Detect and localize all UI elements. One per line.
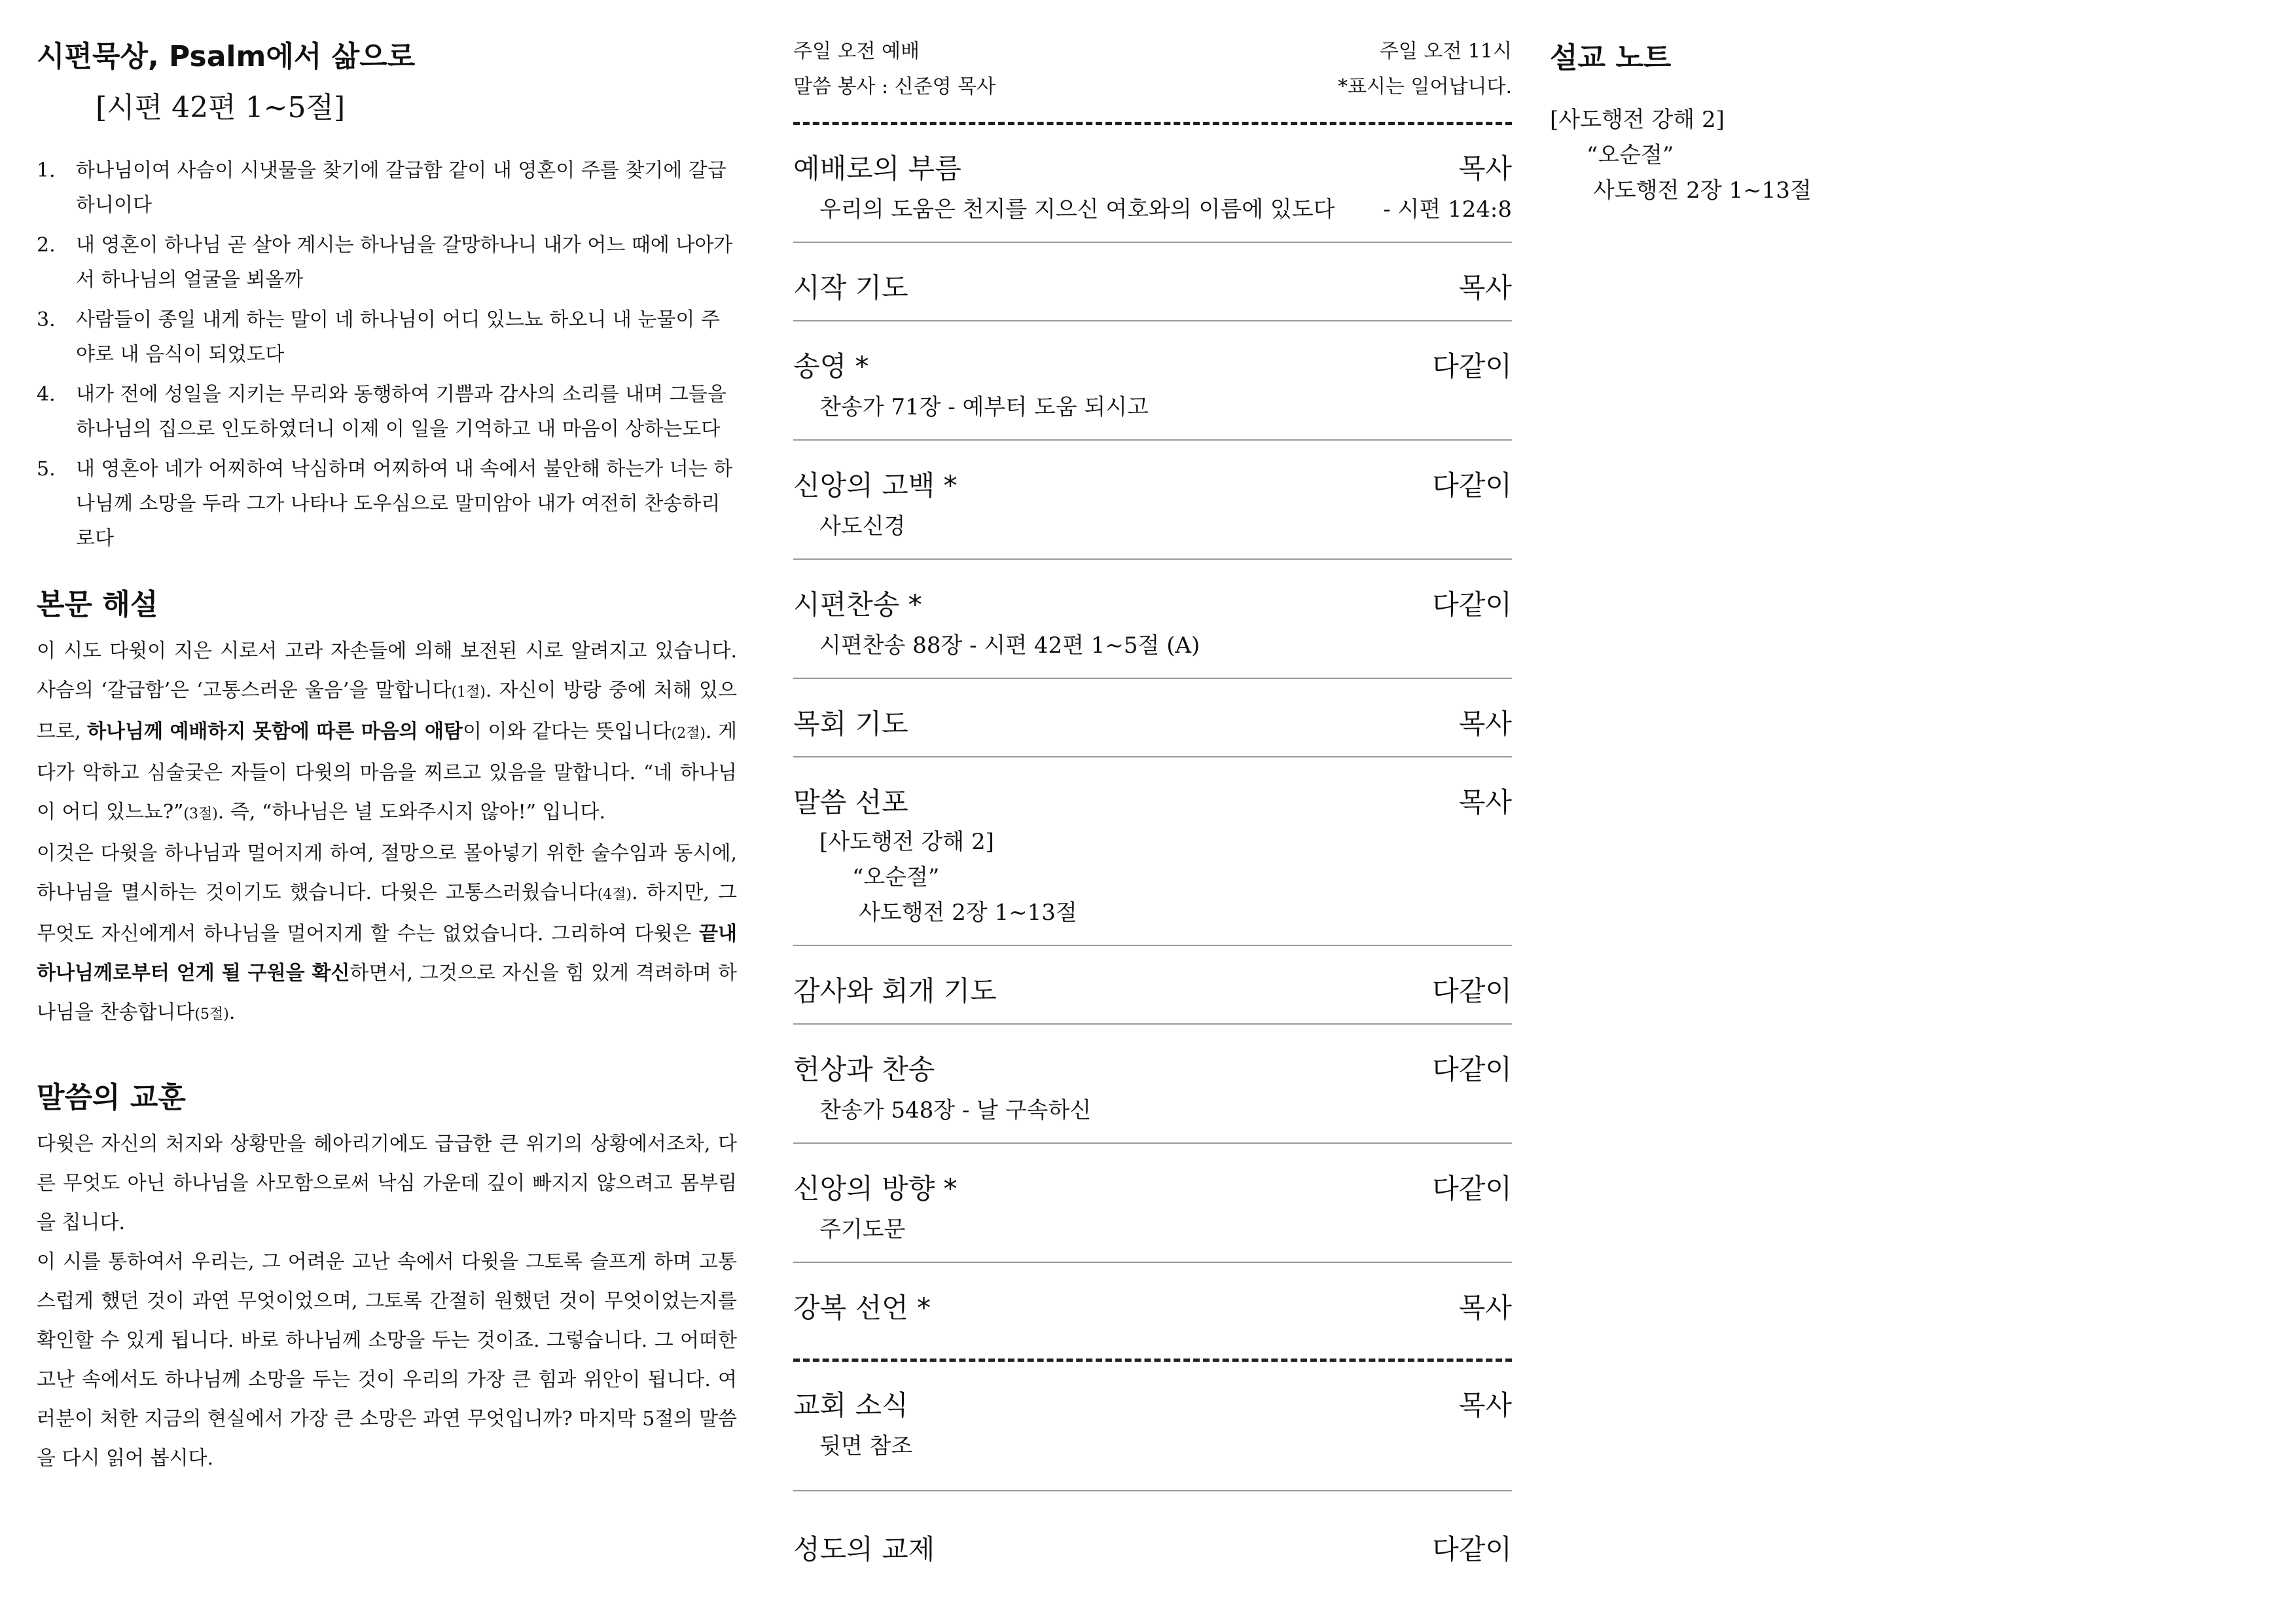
verse-item: 5. 내 영혼아 네가 어찌하여 낙심하며 어찌하여 내 속에서 불안해 하는가 너는 하나님께 소망을 두라 그가 나타나 도우심으로 말미암아 내가 여전히 찬송하리로다 (37, 452, 737, 556)
verse-text: 내 영혼아 네가 어찌하여 낙심하며 어찌하여 내 속에서 불안해 하는가 너는 하나님께 소망을 두라 그가 나타나 도우심으로 말미암아 내가 여전히 찬송하리로다 (76, 458, 733, 550)
liturgy-item-leader: 목사 (1458, 1292, 1512, 1324)
dashed-divider (793, 1359, 1512, 1362)
liturgy-item-leader: 다같이 (1432, 469, 1512, 501)
liturgy-item (793, 578, 1512, 679)
standing-note: *표시는 일어납니다. (1338, 75, 1512, 98)
liturgy-item-detail: 사도신경 (819, 513, 906, 539)
liturgy-item-detail: 찬송가 71장 - 예부터 도움 되시고 (819, 394, 1149, 420)
verse-text: 하나님이여 사슴이 시냇물을 찾기에 갈급함 같이 내 영혼이 주를 찾기에 갈급하니이다 (76, 159, 726, 217)
liturgy-item-detail: 찬송가 548장 - 날 구속하신 (819, 1097, 1092, 1123)
sermon-series: [사도행전 강해 2] (819, 829, 994, 855)
exposition-emphasis-1: 하나님께 예배하지 못함에 따른 마음의 애탐 (87, 720, 463, 743)
verse-item: 2. 내 영혼이 하나님 곧 살아 계시는 하나님을 갈망하나니 내가 어느 때에 나아가서 하나님의 얼굴을 뵈올까 (37, 228, 737, 297)
liturgy-item-leader: 다같이 (1432, 350, 1512, 382)
liturgy-item-leader: 다같이 (1432, 1173, 1512, 1205)
meditation-passage: [시편 42편 1~5절] (96, 91, 346, 124)
sermon-notes-heading: 설교 노트 (1550, 41, 1672, 75)
liturgy-item (793, 1281, 1512, 1340)
liturgy-item (793, 1379, 1512, 1491)
liturgy-item-name: 성도의 교제 (793, 1533, 935, 1565)
verse-text: 사람들이 종일 내게 하는 말이 네 하나님이 어디 있느뇨 하오니 내 눈물이 주야로 내 음식이 되었도다 (76, 308, 720, 366)
sermon-title: “오순절” (852, 864, 940, 890)
liturgy-item-name: 신앙의 고백 * (793, 469, 958, 501)
liturgy-item-detail: 뒷면 참조 (819, 1433, 913, 1459)
liturgy-item (793, 142, 1512, 243)
after-service-list (793, 1379, 1512, 1582)
liturgy-item-detail: 주기도문 (819, 1216, 906, 1243)
liturgy-item (793, 340, 1512, 441)
liturgy-item-name: 예배로의 부름 (793, 153, 961, 185)
liturgy-item (793, 964, 1512, 1025)
liturgy-item-name: 목회 기도 (793, 708, 908, 740)
verse-list (37, 153, 737, 556)
liturgy-item (793, 697, 1512, 757)
preacher: 말씀 봉사 : 신준영 목사 (793, 75, 996, 98)
exposition-paragraph-1: 이 시도 다윗이 지은 시로서 고라 자손들에 의해 보전된 시로 알려지고 있습니다. 사슴의 ‘갈급함’은 ‘고통스러운 울음’을 말합니다(1절). 자신이 방랑 중에 처해 있으므로, 하나님께 예배하지 못함에 따른 마음의 애탐이 이와 같다는 뜻입니다(2절). 게다가 악하고 심술궂은 자들이 다윗의 마음을 찌르고 있음을 말합니다. “네 하나님이 어디 있느뇨?”(3절). 즉, “하나님은 널 도와주시지 않아!” 입니다. (37, 640, 737, 824)
lesson-heading: 말씀의 교훈 (37, 1081, 186, 1114)
liturgy-item-name: 송영 * (793, 350, 869, 382)
liturgy-item-leader: 목사 (1458, 1389, 1512, 1421)
liturgy-item-leader: 다같이 (1432, 1053, 1512, 1085)
liturgy-item-leader: 목사 (1458, 708, 1512, 740)
liturgy-item-detail: 우리의 도움은 천지를 지으신 여호와의 이름에 있도다 (819, 196, 1335, 223)
order-of-worship-column (793, 0, 1512, 1600)
liturgy-item (793, 776, 1512, 946)
liturgy-item-leader: 목사 (1458, 153, 1512, 185)
liturgy-item-name: 시작 기도 (793, 272, 908, 304)
liturgy-item-leader: 목사 (1458, 786, 1512, 818)
liturgy-item (793, 261, 1512, 321)
exposition-heading: 본문 해설 (37, 588, 158, 621)
liturgy-item-name: 교회 소식 (793, 1389, 908, 1421)
worship-header (793, 34, 1512, 105)
liturgy-item-name: 감사와 회개 기도 (793, 975, 997, 1007)
liturgy-item-name: 신앙의 방향 * (793, 1173, 958, 1205)
meditation-title: 시편묵상, Psalm에서 삶으로 (37, 40, 416, 73)
service-time: 주일 오전 11시 (1379, 40, 1512, 63)
liturgy-item (793, 459, 1512, 560)
liturgy-item-name: 헌상과 찬송 (793, 1053, 935, 1085)
sermon-info (819, 824, 1512, 930)
sermon-notes-info (1550, 102, 2244, 208)
liturgy-item-leader: 다같이 (1432, 589, 1512, 621)
notes-title: “오순절” (1587, 142, 1674, 168)
liturgy-item-leader: 다같이 (1432, 1533, 1512, 1565)
liturgy-item-leader: 목사 (1458, 272, 1512, 304)
notes-series: [사도행전 강해 2] (1550, 107, 1725, 133)
lesson-paragraph-2: 이 시를 통하여서 우리는, 그 어려운 고난 속에서 다윗을 그토록 슬프게 하며 고통스럽게 했던 것이 과연 무엇이었으며, 그토록 간절히 원했던 것이 무엇이었는지를 확인할 수 있게 됩니다. 바로 하나님께 소망을 두는 것이죠. 그렇습니다. 그 어떠한 고난 속에서도 하나님께 소망을 두는 것이 우리의 가장 큰 힘과 위안이 됩니다. 여러분이 처한 지금의 현실에서 가장 큰 소망은 과연 무엇입니까? 마지막 5절의 말씀을 다시 읽어 봅시다. (37, 1250, 737, 1470)
service-name: 주일 오전 예배 (793, 40, 920, 63)
sermon-notes-column (1550, 0, 2244, 208)
dashed-divider (793, 122, 1512, 125)
liturgy-item-name: 강복 선언 * (793, 1292, 931, 1324)
liturgy-item-reference: - 시편 124:8 (1383, 196, 1512, 223)
verse-item: 1. 하나님이여 사슴이 시냇물을 찾기에 갈급함 같이 내 영혼이 주를 찾기에 갈급하니이다 (37, 153, 737, 223)
exposition-paragraph-2: 이것은 다윗을 하나님과 멀어지게 하여, 절망으로 몰아넣기 위한 술수임과 동시에, 하나님을 멸시하는 것이기도 했습니다. 다윗은 고통스러웠습니다(4절). 하지만, 그 무엇도 자신에게서 하나님을 멀어지게 할 수는 없었습니다. 그리하여 다윗은 끝내 하나님께로부터 얻게 될 구원을 확신하면서, 그것으로 자신을 힘 있게 격려하며 하나님을 찬송합니다(5절). (37, 842, 737, 1024)
lesson-paragraph-1: 다윗은 자신의 처지와 상황만을 헤아리기에도 급급한 큰 위기의 상황에서조차, 다른 무엇도 아닌 하나님을 사모함으로써 낙심 가운데 깊이 빠지지 않으려고 몸부림을 칩니다. (37, 1133, 737, 1234)
liturgy-item-name: 시편찬송 * (793, 589, 922, 621)
notes-text: 사도행전 2장 1~13절 (1593, 177, 1812, 204)
sermon-text: 사도행전 2장 1~13절 (859, 900, 1077, 926)
liturgy-list (793, 142, 1512, 1340)
liturgy-item (793, 1162, 1512, 1263)
verse-item: 4. 내가 전에 성일을 지키는 무리와 동행하여 기쁨과 감사의 소리를 내며 그들을 하나님의 집으로 인도하였더니 이제 이 일을 기억하고 내 마음이 상하는도다 (37, 377, 737, 447)
liturgy-item (793, 1523, 1512, 1582)
liturgy-item (793, 1043, 1512, 1144)
liturgy-item-detail: 시편찬송 88장 - 시편 42편 1~5절 (A) (819, 632, 1200, 659)
exposition-emphasis-2: 끝내 하나님께로부터 얻게 될 구원을 확신 (37, 922, 737, 985)
liturgy-item-name: 말씀 선포 (793, 786, 908, 818)
verse-item: 3. 사람들이 종일 내게 하는 말이 네 하나님이 어디 있느뇨 하오니 내 눈물이 주야로 내 음식이 되었도다 (37, 302, 737, 372)
liturgy-item-leader: 다같이 (1432, 975, 1512, 1007)
meditation-column (37, 0, 737, 1478)
verse-text: 내 영혼이 하나님 곧 살아 계시는 하나님을 갈망하나니 내가 어느 때에 나아가서 하나님의 얼굴을 뵈올까 (76, 234, 733, 291)
verse-text: 내가 전에 성일을 지키는 무리와 동행하여 기쁨과 감사의 소리를 내며 그들을 하나님의 집으로 인도하였더니 이제 이 일을 기억하고 내 마음이 상하는도다 (76, 383, 726, 441)
